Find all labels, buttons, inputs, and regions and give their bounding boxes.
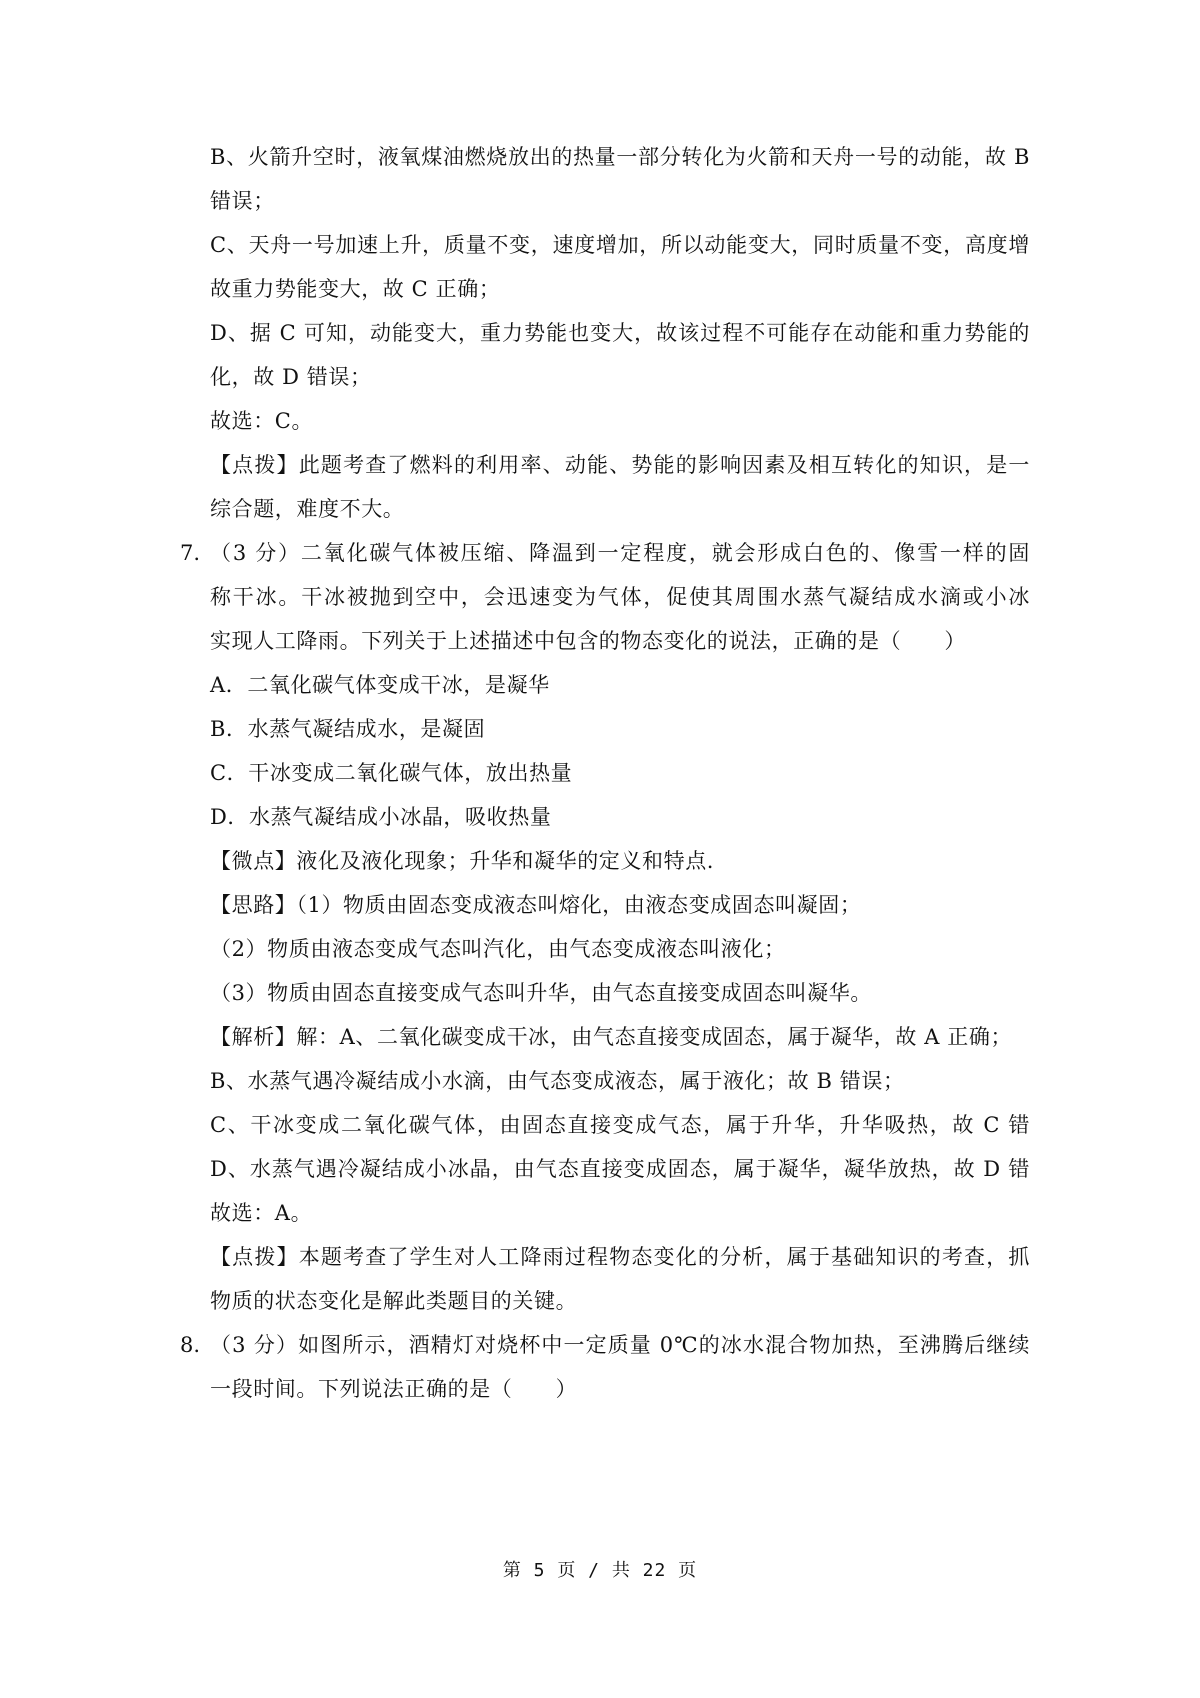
q6-option-b-explanation-line1: B、火箭升空时，液氧煤油燃烧放出的热量一部分转化为火箭和天舟一号的动能，故 B [210, 145, 1030, 169]
q7-analysis-b: B、水蒸气遇冷凝结成小水滴，由气态变成液态，属于液化；故 B 错误； [210, 1069, 905, 1093]
q7-stem-line2: 称干冰。干冰被抛到空中，会迅速变为气体，促使其周围水蒸气凝结成水滴或小冰 [210, 585, 1030, 609]
page-footer: 第 5 页 / 共 22 页 [502, 1560, 698, 1581]
q8-stem-line2: 一段时间。下列说法正确的是（ ） [210, 1377, 578, 1401]
q7-analysis-d: D、水蒸气遇冷凝结成小冰晶，由气态直接变成固态，属于凝华，凝华放热，故 D 错 [210, 1157, 1030, 1181]
q7-option-c: C．干冰变成二氧化碳气体，放出热量 [210, 761, 573, 785]
q6-option-d-explanation-line1: D、据 C 可知，动能变大，重力势能也变大，故该过程不可能存在动能和重力势能的 [210, 321, 1030, 345]
q6-tip-line1: 【点拨】此题考查了燃料的利用率、动能、势能的影响因素及相互转化的知识，是一 [210, 453, 1030, 477]
q6-option-b-explanation-line2: 错误； [210, 189, 275, 213]
q7-analysis-a: 【解析】解：A、二氧化碳变成干冰，由气态直接变成固态，属于凝华，故 A 正确； [210, 1025, 1013, 1049]
q7-tip-line2: 物质的状态变化是解此类题目的关键。 [210, 1289, 578, 1313]
q8-number: 8. [180, 1333, 201, 1357]
q7-tip-line1: 【点拨】本题考查了学生对人工降雨过程物态变化的分析，属于基础知识的考查，抓 [210, 1245, 1030, 1269]
q7-option-b: B．水蒸气凝结成水，是凝固 [210, 717, 486, 741]
q8-stem-line1: （3 分）如图所示，酒精灯对烧杯中一定质量 0℃的冰水混合物加热，至沸腾后继续 [210, 1333, 1030, 1357]
q6-answer: 故选：C。 [210, 409, 314, 433]
q6-option-c-explanation-line1: C、天舟一号加速上升，质量不变，速度增加，所以动能变大，同时质量不变，高度增 [210, 233, 1030, 257]
q7-analysis-c: C、干冰变成二氧化碳气体，由固态直接变成气态，属于升华，升华吸热，故 C 错 [210, 1113, 1030, 1137]
q7-option-a: A．二氧化碳气体变成干冰，是凝华 [210, 673, 550, 697]
q7-number: 7. [180, 541, 201, 565]
q7-stem-line3: 实现人工降雨。下列关于上述描述中包含的物态变化的说法，正确的是（ ） [210, 629, 966, 653]
q7-stem-line1: （3 分）二氧化碳气体被压缩、降温到一定程度，就会形成白色的、像雪一样的固 [210, 541, 1030, 565]
q7-idea-line2: （2）物质由液态变成气态叫汽化，由气态变成液态叫液化； [210, 937, 786, 961]
q6-option-d-explanation-line2: 化，故 D 错误； [210, 365, 372, 389]
q6-tip-line2: 综合题，难度不大。 [210, 497, 405, 521]
q7-option-d: D．水蒸气凝结成小冰晶，吸收热量 [210, 805, 552, 829]
q6-option-c-explanation-line2: 故重力势能变大，故 C 正确； [210, 277, 501, 301]
q7-answer: 故选：A。 [210, 1201, 313, 1225]
q7-idea-line3: （3）物质由固态直接变成气态叫升华，由气态直接变成固态叫凝华。 [210, 981, 872, 1005]
q7-key-point: 【微点】液化及液化现象；升华和凝华的定义和特点. [210, 849, 715, 873]
q7-idea-line1: 【思路】（1）物质由固态变成液态叫熔化，由液态变成固态叫凝固； [210, 893, 862, 917]
